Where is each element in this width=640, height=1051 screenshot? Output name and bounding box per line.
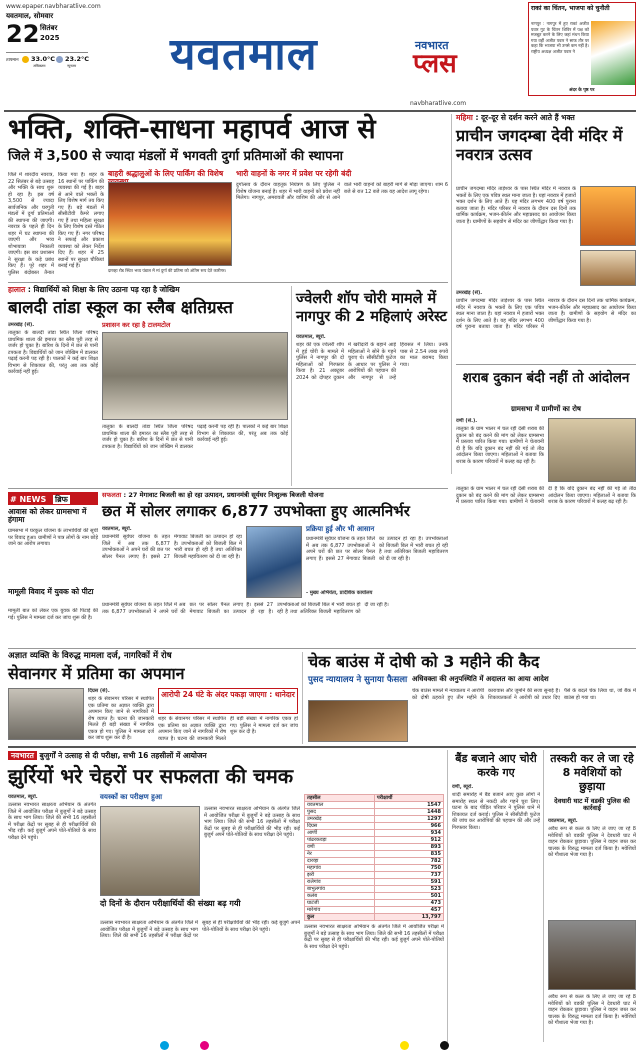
table-cell: नेर (305, 851, 375, 858)
cheque-sub: पुसद न्यायालय ने सुनाया फैसला (308, 675, 408, 685)
idol-headline: अज्ञात व्यक्ति के विरुद्ध मामला दर्ज, नागरिकों में रोष (8, 651, 172, 661)
table-cell: पांढरकवड़ा (305, 837, 375, 844)
weather-label: तापमान (6, 58, 19, 63)
divider (447, 750, 448, 1042)
news-label-text: # NEWS (10, 495, 47, 504)
temple-photo-1 (580, 186, 636, 246)
date-number: 22 (6, 20, 40, 48)
table-row (305, 900, 444, 907)
table-cell: 457 (374, 907, 443, 914)
table-cell: आर्णी (305, 830, 375, 837)
liquor-sub: ग्रामसभा में ग्रामीणों का रोष (511, 405, 581, 413)
gramsabha-photo (548, 418, 636, 482)
table-cell: कुल (305, 914, 375, 921)
main-sub2: भारी वाहनों के नगर में प्रवेश पर रहेगी बंदी (236, 169, 352, 178)
table-row (305, 879, 444, 886)
table-row (305, 851, 444, 858)
temp-min-label: न्यूनतम (67, 64, 77, 68)
photo-caption: दारव्हा रोड स्थित भव्य पंडाल में मां दुर्गा की प्रतिमा को अंतिम रूप देते कारीगर। (108, 268, 227, 273)
main-body-left: जिले में शारदीय नवरात्र, 22 सितंबर से बड़े उत्साह और भक्ति के साथ शुरू हो रहा है। इस वर्ष 3,500 से ज्यादा सार्वजनिक और घरगुती मंडलों में दुर्गा प्रतिमाओं की स्थापना की जाएगी। नवरात्र के पहले ही दिन शहर में घट स्थापना की जाएगी और भव्य शोभायात्रा निकाली जाएगी। इस बार प्रशासन ने सुरक्षा के कड़े प्रबंध किए हैं। पूरे शहर में पुलिस बंदोबस्त तैनात किया गया है। शहर के 16 स्थानों पर पार्किंग की व्यवस्था की गई है। बाहर से आने वाले भक्तों के लिए विशेष मार्ग तय किए गए हैं। बड़े मंडलों में सीसीटीवी कैमरे लगाए गए हैं तथा महिला सुरक्षा के लिए विशेष दस्ते गठित किए गए हैं। नगर परिषद ने सफाई और प्रकाश व्यवस्था को लेकर निर्देश दिए हैं। शहर में 25 स्थानों पर सुरक्षा चौकियां बनाई गई हैं। (8, 172, 104, 276)
exam-body: उल्लास नवभारत साक्षरता अभियान के अंतर्गत जिले में आयोजित परीक्षा में बुजुर्गों ने बड़े उत्साह के साथ भाग लिया। जिले की सभी 16 तहसीलों में परीक्षा केंद्रों पर सुबह से ही परीक्षार्थियों की भीड़ रही। कई बुजुर्ग अपने पोते-पोतियों के साथ परीक्षा देने पहुंचे। (8, 802, 96, 841)
idol-body: शहर के सेवानगर परिसर में स्थापित एक प्रतिमा का अज्ञात व्यक्ति द्वारा अपमान किए जाने से नागरिकों में रोष व्याप्त है। घटना की जानकारी मिलते ही बड़ी संख्या में नागरिक एकत्र हो गए। पुलिस ने मामला दर्ज कर जांच शुरू कर दी है। (88, 696, 154, 741)
table-cell: 912 (374, 837, 443, 844)
cattle-photo (548, 920, 636, 990)
promo-more: अंदर के पृष्ठ पर (569, 88, 595, 93)
cattle-body-cont: अवैध रूप से कत्ल के लिए ले जाए जा रहे 8 मवेशियों को वडकी पुलिस ने देवधारी घाट में वाहन रोककर छुड़ाया। पुलिस ने वाहन जब्त कर चालक के विरुद्ध मामला दर्ज किया है। मवेशियों को गौशाला भेजा गया है। (548, 994, 636, 1026)
main-sub1: बाहरी श्रद्धालुओं के लिए पार्किंग की विशेष (108, 169, 224, 178)
band-dateline: वणी, ब्यूरो. (452, 784, 474, 790)
table-cell: दारव्हा (305, 858, 375, 865)
divider (302, 652, 303, 744)
court-photo (308, 700, 408, 742)
cheque-body: चेक बाउंस मामले में न्यायालय ने आरोपी को दोषी ठहराते हुए तीन महीने के कारावास और जुर्माने की सजा सुनाई है। शिकायतकर्ता ने आरोपी को उधार दिए पैसे के बदले चेक लिया था, जो बैंक में बाउंस हो गया था। (412, 688, 636, 701)
table-row (305, 837, 444, 844)
table-cell: पुसद (305, 809, 375, 816)
solar-photo (246, 526, 302, 598)
exam-body-bottom: उल्लास नवभारत साक्षरता अभियान के अंतर्गत जिले में आयोजित परीक्षा में बुजुर्गों ने बड़े उत्साह के साथ भाग लिया। जिले की सभी 16 तहसीलों में परीक्षा केंद्रों पर सुबह से ही परीक्षार्थियों की भीड़ रही। कई बुजुर्ग अपने पोते-पोतियों के साथ परीक्षा देने पहुंचे। (100, 920, 300, 939)
table-cell: 1448 (374, 809, 443, 816)
exam-dateline: यवतमाल, ब्यूरो. (8, 794, 38, 800)
table-cell: 737 (374, 872, 443, 879)
table-cell: 893 (374, 844, 443, 851)
table-row (305, 886, 444, 893)
sun-icon (22, 56, 29, 63)
promo-title: राकां का चिंतन, भाजपा को चुनौती (529, 3, 635, 19)
divider (291, 286, 292, 486)
main-body-right: दुर्गोत्सव के दौरान वाहतूक नियंत्रण के लिए पुलिस ने विशेष योजना बनाई है। शहर में भारी वाहनों को प्रवेश नहीं मिलेगा। नागपुर, अमरावती और वाशिम की ओर से आने वाले भारी वाहनों को बाहरी मार्ग से मोड़ा जाएगा। शाम 6 बजे से रात 12 बजे तक यह आदेश लागू रहेगा। (236, 182, 448, 201)
solar-box-body: प्रधानमंत्री सूर्यघर योजना के तहत जिले में अब तक 6,877 उपभोक्ताओं ने अपने घरों की छत पर सोलर पैनल लगाए हैं। इससे 27 मेगावाट बिजली का उत्पादन हो रहा है। उपभोक्ताओं को बिजली बिल में भारी बचत हो रही है तथा अतिरिक्त बिजली महावितरण को दी जा रही है। (306, 536, 448, 562)
table-row (305, 858, 444, 865)
cheque-sub2: अधिवक्ता की अनुपस्थिति में अदालत का आया आदेश (412, 675, 549, 683)
table-cell: महागांव (305, 865, 375, 872)
crop-mark (400, 1041, 409, 1050)
divider (8, 488, 448, 489)
divider (456, 364, 636, 365)
divider (8, 282, 448, 283)
table-cell: दिग्रस (305, 823, 375, 830)
news-box (8, 492, 98, 646)
idol-headline2: सेवानगर में प्रतिमा का अपमान (8, 664, 185, 683)
cattle-dateline: यवतमाल, ब्यूरो. (548, 818, 578, 824)
table-cell: यवतमाल (305, 802, 375, 809)
site-name[interactable]: navbharatlive.com (410, 100, 467, 107)
table-cell: 1547 (374, 802, 443, 809)
table-cell: मारेगांव (305, 907, 375, 914)
table-row (305, 809, 444, 816)
solar-kicker-text: 27 मेगावाट बिजली का हो रहा उत्पादन, प्रधानमंत्री सूर्यघर निःशुल्क बिजली योजना (128, 491, 324, 499)
jewelry-headline: ज्वेलरी शॉप चोरी मामले में नागपुर की 2 महिलाएं अरेस्ट (296, 291, 447, 325)
table-cell: 782 (374, 858, 443, 865)
exam-body-right: उल्लास नवभारत साक्षरता अभियान के अंतर्गत जिले में आयोजित परीक्षा में बुजुर्गों ने बड़े उत्साह के साथ भाग लिया। जिले की सभी 16 तहसीलों में परीक्षा केंद्रों पर सुबह से ही परीक्षार्थियों की भीड़ रही। कई बुजुर्ग अपने पोते-पोतियों के साथ परीक्षा देने पहुंचे। (304, 924, 444, 950)
exam-photo (100, 806, 200, 896)
temp-min: 23.2°C (65, 55, 90, 63)
masthead (0, 0, 640, 110)
liquor-body: तालुका के ग्राम भालर में चल रही देसी शराब की दुकान को बंद करने की मांग को लेकर ग्रामसभा में प्रस्ताव पारित किया गया। ग्रामीणों ने चेतावनी दी है कि यदि दुकान बंद नहीं की गई तो तीव्र आंदोलन किया जाएगा। महिलाओं ने बताया कि शराब के कारण परिवारों में कलह बढ़ रही है। (456, 426, 544, 465)
table-row (305, 830, 444, 837)
solar-box-title: प्रक्रिया हुई और भी आसान (306, 525, 375, 533)
jewelry-dateline: यवतमाल, ब्यूरो. (296, 334, 326, 340)
table-cell: 501 (374, 893, 443, 900)
solar-kicker: सफलता : 27 मेगावाट बिजली का हो रहा उत्पादन, प्रधानमंत्री सूर्यघर निःशुल्क बिजली योजना (102, 491, 324, 499)
table-header (305, 795, 444, 802)
table-cell: झरी (305, 872, 375, 879)
idol-box (158, 688, 298, 714)
exam-table (304, 794, 444, 921)
weather-box (6, 52, 88, 70)
table-cell: 934 (374, 830, 443, 837)
divider (543, 750, 544, 1042)
table-cell: 750 (374, 865, 443, 872)
brand-bottom: प्लस (413, 49, 457, 79)
promo-text: नागपुर : नागपुर में हुए राकां अजीत पवार गुट के चिंतन शिविर में पक्ष को मजबूत करने के लिए जहां मंथन किया गया वहीं अजीत पवार ने साफ तौर पर कहा कि भाजपा भी उनसे कम नहीं है। राष्ट्रीय अध्यक्ष अजीत पवार ने (531, 21, 589, 54)
temp-max: 33.0°C (31, 55, 56, 63)
school-photo (102, 332, 288, 420)
school-photo-caption: प्रशासन कर रहा है टालमटोल (102, 321, 171, 329)
liquor-dateline: वणी (से.). (456, 418, 478, 424)
city-day: यवतमाल, सोमवार (6, 12, 54, 20)
moon-icon (56, 56, 63, 63)
liquor-body-cont: तालुका के ग्राम भालर में चल रही देसी शराब की दुकान को बंद करने की मांग को लेकर ग्रामसभा में प्रस्ताव पारित किया गया। ग्रामीणों ने चेतावनी दी है कि यदि दुकान बंद नहीं की गई तो तीव्र आंदोलन किया जाएगा। महिलाओं ने बताया कि शराब के कारण परिवारों में कलह बढ़ रही है। (456, 486, 636, 505)
table-cell: 1297 (374, 816, 443, 823)
main-headline: भक्ति, शक्ति-साधना महापर्व आज से (8, 114, 376, 145)
solar-kicker-label: सफलता (102, 491, 122, 499)
temp-max-label: अधिकतम (33, 64, 46, 68)
divider (8, 746, 636, 748)
date-month: सितंबर (40, 24, 58, 32)
durga-photo (108, 182, 232, 266)
divider (4, 110, 636, 112)
table-row (305, 816, 444, 823)
table-cell: 835 (374, 851, 443, 858)
liquor-headline: शराब दुकान बंदी नहीं तो आंदोलन (462, 370, 630, 386)
side-kicker: महिमा : दूर-दूर से दर्शन करने आते हैं भक्त (456, 113, 575, 122)
idol-dateline: दिग्रस (से). (88, 688, 110, 694)
exam-headline: झुर्रियों भरे चेहरों पर सफलता की चमक (8, 764, 294, 788)
table-cell: 523 (374, 886, 443, 893)
crop-mark (200, 1041, 209, 1050)
news-item2-body: मामूली बात को लेकर एक युवक की पिटाई की गई। पुलिस ने मामला दर्ज कर जांच शुरू की है। (8, 608, 98, 621)
idol-photo (8, 688, 84, 740)
school-kicker: हालात : विद्यार्थियों को शिक्षा के लिए उठाना पड़ रहा है जोखिम (8, 285, 180, 294)
side-dateline: उमरखेड़ (से). (456, 290, 483, 296)
band-body: शादी समारोह में बैंड बजाने आए कुछ लोगों ने समारोह स्थल से नकदी और गहने चुरा लिए। घटना के बाद पीड़ित परिवार ने पुलिस थाने में शिकायत दर्ज कराई। पुलिस ने सीसीटीवी फुटेज की जांच कर आरोपियों की पहचान की और उन्हें गिरफ्तार किया। (452, 792, 540, 831)
table-cell: कलंब (305, 893, 375, 900)
epaper-url[interactable]: www.epaper.navbharatlive.com (6, 3, 101, 10)
brand-top: नवभारत (415, 39, 449, 52)
crop-mark (160, 1041, 169, 1050)
idol-body-cont: शहर के सेवानगर परिसर में स्थापित एक प्रतिमा का अज्ञात व्यक्ति द्वारा अपमान किए जाने से नागरिकों में रोष व्याप्त है। घटना की जानकारी मिलते ही बड़ी संख्या में नागरिक एकत्र हो गए। पुलिस ने मामला दर्ज कर जांच शुरू कर दी है। (158, 716, 298, 742)
table-row (305, 802, 444, 809)
table-total-row (305, 914, 444, 921)
table-cell: 13,797 (374, 914, 443, 921)
table-row (305, 865, 444, 872)
side-kicker-text: दूर-दूर से दर्शन करने आते हैं भक्त (481, 113, 575, 122)
table-row (305, 907, 444, 914)
news-item2-title: मामूली विवाद में युवक को पीटा (8, 587, 94, 596)
side-kicker-label: महिमा (456, 113, 473, 122)
news-item1-title: आवास को लेकर ग्रामसभा में हंगामा (8, 507, 87, 525)
news-label-sub: ब्रिफ (55, 495, 68, 504)
cheque-headline: चेक बाउंस में दोषी को 3 महीने की कैद (308, 652, 540, 671)
promo-photo (591, 21, 635, 85)
table-header-col1: तहसील (305, 795, 375, 802)
school-body-cont: तालुका के बालदी तांडा स्थित जिला परिषद प्राथमिक शाला की इमारत का स्लैब पूरी तरह से जर्जर हो चुका है। बारिश के दिनों में छत से पानी टपकता है। विद्यार्थियों को जान जोखिम में डालकर पढ़ाई करनी पड़ रही है। पालकों ने कई बार शिक्षा विभाग से शिकायत की, परंतु अब तक कोई कार्रवाई नहीं हुई। (102, 424, 288, 450)
exam-photo-caption: वयस्कों का परीक्षण हुआ (100, 793, 162, 801)
table-cell: घाटंजी (305, 900, 375, 907)
divider (8, 648, 636, 649)
main-subhead: जिले में 3,500 से ज्यादा मंडलों में भगवती दुर्गा प्रतिमाओं की स्थापना (8, 149, 344, 164)
solar-dateline: यवतमाल, ब्यूरो. (102, 526, 132, 532)
band-headline: बैंड बजाने आए चोरी करके गए (455, 752, 537, 779)
table-cell: 473 (374, 900, 443, 907)
table-cell: 591 (374, 879, 443, 886)
crop-mark (440, 1041, 449, 1050)
exam-kicker-text: बुजुर्गों ने उत्साह से दी परीक्षा, सभी 16 तहसीलों में आयोजन (39, 751, 207, 760)
solar-author: - मुख्य अभियंता, प्रादेशिक कार्यालय (306, 590, 373, 596)
exam-body-mid: उल्लास नवभारत साक्षरता अभियान के अंतर्गत जिले में आयोजित परीक्षा में बुजुर्गों ने बड़े उत्साह के साथ भाग लिया। जिले की सभी 16 तहसीलों में परीक्षा केंद्रों पर सुबह से ही परीक्षार्थियों की भीड़ रही। कई बुजुर्ग अपने पोते-पोतियों के साथ परीक्षा देने पहुंचे। (204, 806, 300, 838)
table-cell: 966 (374, 823, 443, 830)
exam-table-grid (304, 794, 444, 921)
date-year: 2025 (40, 34, 60, 42)
side-body-cont: प्राचीन जगदम्बा मंदिर ताड़ेश्वर के पास स्थित मंदिर में नवरात्र के भक्तों के लिए एक पवित्र स्थल माना जाता है। यहां नवरात्र में हजारों भक्त दर्शन के लिए आते हैं। यह मंदिर लगभग 400 वर्ष पुराना बताया जाता है। मंदिर परिसर में नवरात्र के दौरान दस दिनों तक धार्मिक कार्यक्रम, भजन-कीर्तन और महाप्रसाद का आयोजन किया जाता है। ग्रामीणों के सहयोग से मंदिर का जीर्णोद्धार किया गया है। (456, 298, 636, 330)
cattle-sub: देवधारी घाट में वडकी पुलिस की कार्रवाई (554, 797, 630, 813)
table-row (305, 872, 444, 879)
exam-kicker (8, 752, 444, 760)
cattle-headline: तस्करी कर ले जा रहे 8 मवेशियों को छुड़ाया (550, 752, 634, 793)
table-header-col2: परीक्षार्थी (374, 795, 443, 802)
table-row (305, 823, 444, 830)
divider (451, 114, 452, 474)
table-cell: बाभुलगांव (305, 886, 375, 893)
school-kicker-text: विद्यार्थियों को शिक्षा के लिए उठाना पड़ रहा है जोखिम (33, 285, 180, 294)
solar-body-cont: प्रधानमंत्री सूर्यघर योजना के तहत जिले में अब तक 6,877 उपभोक्ताओं ने अपने घरों की छत पर सोलर पैनल लगाए हैं। इससे 27 मेगावाट बिजली का उत्पादन हो रहा है। उपभोक्ताओं को बिजली बिल में भारी बचत हो रही है तथा अतिरिक्त बिजली महावितरण को दी जा रही है। (102, 602, 389, 615)
news-label (8, 492, 98, 505)
solar-body: प्रधानमंत्री सूर्यघर योजना के तहत जिले में अब तक 6,877 उपभोक्ताओं ने अपने घरों की छत पर सोलर पैनल लगाए हैं। इससे 27 मेगावाट बिजली का उत्पादन हो रहा है। उपभोक्ताओं को बिजली बिल में भारी बचत हो रही है तथा अतिरिक्त बिजली महावितरण को दी जा रही है। (102, 534, 242, 560)
idol-box-text: आरोपी 24 घंटे के अंदर पकड़ा जाएगा : थानेदार (161, 690, 295, 699)
promo-box[interactable] (528, 2, 636, 96)
school-body: तालुका के बालदी तांडा स्थित जिला परिषद प्राथमिक शाला की इमारत का स्लैब पूरी तरह से जर्जर हो चुका है। बारिश के दिनों में छत से पानी टपकता है। विद्यार्थियों को जान जोखिम में डालकर पढ़ाई करनी पड़ रही है। पालकों ने कई बार शिक्षा विभाग से शिकायत की, परंतु अब तक कोई कार्रवाई नहीं हुई। (8, 330, 98, 375)
school-dateline: उमरखेड़ (से). (8, 322, 35, 328)
school-kicker-label: हालात (8, 285, 26, 294)
solar-headline: छत में सोलर लगाकर 6,877 उपभोक्ता हुए आत्मनिर्भर (102, 502, 410, 520)
jewelry-body: शहर की एक ज्वेलरी शॉप में हुई चोरी के मामले में पुलिस ने नागपुर की दो महिलाओं को गिरफ्तार किया है। 21 अक्टूबर 2024 को दोपहर दुकान में खरीदारी के बहाने आई महिलाओं ने सोने के गहने चुराए थे। सीसीटीवी फुटेज के आधार पर पुलिस ने आरोपियों की पहचान की और नागपुर से उन्हें हिरासत में लिया। उनके पास से 2.54 लाख रुपये का माल बरामद किया गया। (296, 342, 448, 381)
exam-kicker-label: नवभारत (8, 751, 37, 760)
table-row (305, 893, 444, 900)
temple-photo-2 (580, 250, 636, 286)
table-row (305, 844, 444, 851)
cattle-body: अवैध रूप से कत्ल के लिए ले जाए जा रहे 8 मवेशियों को वडकी पुलिस ने देवधारी घाट में वाहन रोककर छुड़ाया। पुलिस ने वाहन जब्त कर चालक के विरुद्ध मामला दर्ज किया है। मवेशियों को गौशाला भेजा गया है। (548, 826, 636, 858)
news-item1-body: ग्रामसभा में घरकुल योजना के लाभार्थियों की सूची पर विवाद हुआ। ग्रामीणों ने पात्र लोगों के नाम छोड़े जाने का आरोप लगाया। (8, 528, 98, 547)
school-headline: बालदी तांडा स्कूल का स्लैब क्षतिग्रस्त (8, 298, 233, 318)
masthead-title: यवतमाल (170, 29, 318, 80)
side-body: प्राचीन जगदम्बा मंदिर ताड़ेश्वर के पास स्थित मंदिर में नवरात्र के भक्तों के लिए एक पवित्र स्थल माना जाता है। यहां नवरात्र में हजारों भक्त दर्शन के लिए आते हैं। यह मंदिर लगभग 400 वर्ष पुराना बताया जाता है। मंदिर परिसर में नवरात्र के दौरान दस दिनों तक धार्मिक कार्यक्रम, भजन-कीर्तन और महाप्रसाद का आयोजन किया जाता है। ग्रामीणों के सहयोग से मंदिर का जीर्णोद्धार किया गया है। (456, 186, 576, 225)
table-cell: रालेगांव (305, 879, 375, 886)
table-cell: वणी (305, 844, 375, 851)
exam-table-title: दो दिनों के दौरान परीक्षार्थियों की संख्या बढ़ गयी (100, 899, 241, 908)
table-cell: उमरखेड़ (305, 816, 375, 823)
side-headline: प्राचीन जगदम्बा देवी मंदिर में नवरात्र उत्सव (456, 126, 623, 164)
